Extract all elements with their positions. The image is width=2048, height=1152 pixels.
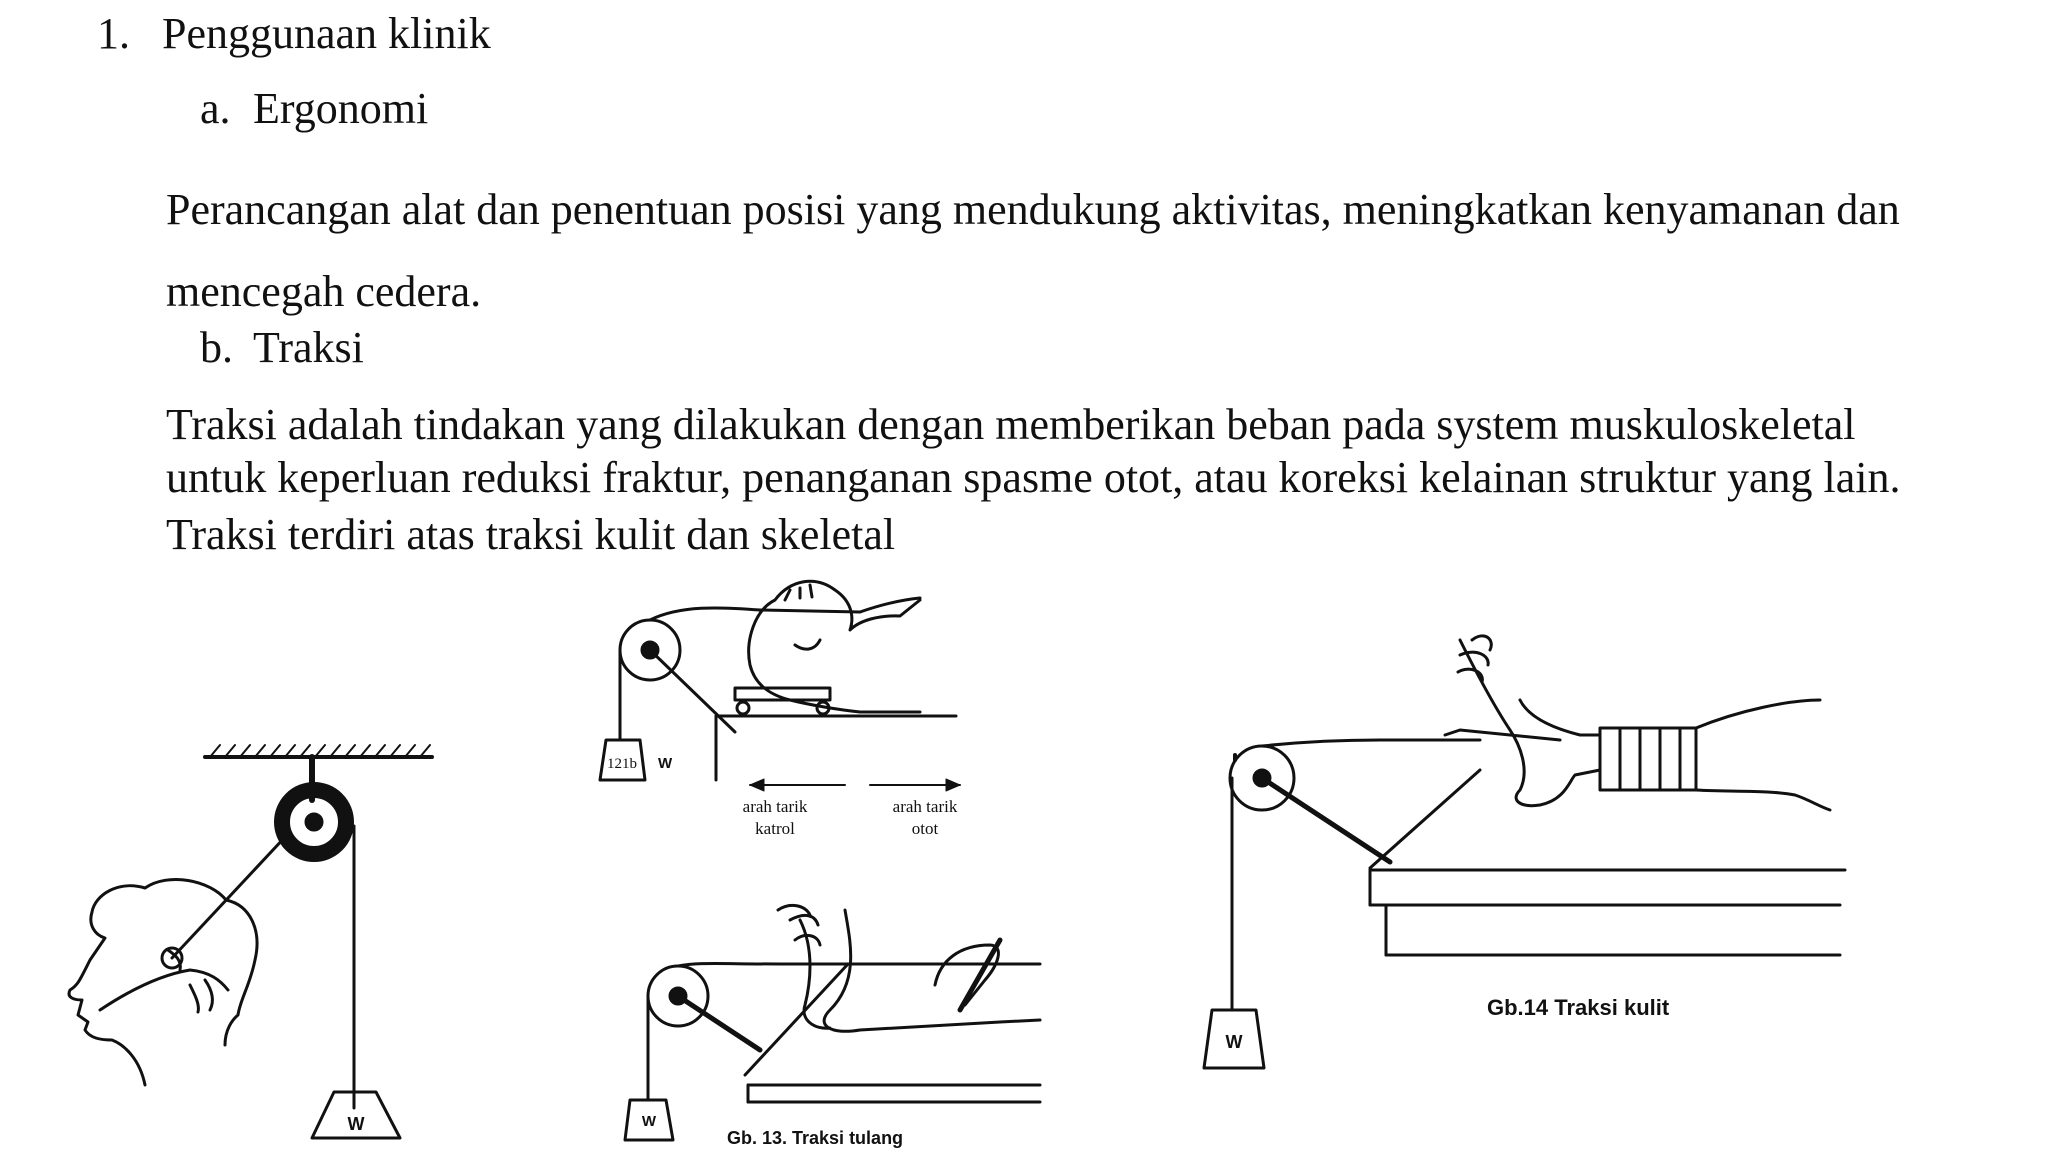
item-a-letter: a. <box>200 84 231 133</box>
arrow-left-label-1: arah tarik <box>742 797 808 816</box>
leg-skeletal-figure <box>625 905 1040 1140</box>
caption-14: Gb.14 Traksi kulit <box>1487 995 1670 1020</box>
item-a-title: Ergonomi <box>253 84 429 133</box>
head-traction-figure <box>69 745 432 1138</box>
arrow-right-label-2: otot <box>911 819 939 838</box>
head-pulley-figure <box>600 581 960 791</box>
caption-13: Gb. 13. Traksi tulang <box>727 1128 904 1148</box>
section-number: 1. <box>97 9 130 58</box>
head-weight-label: W <box>347 1114 365 1134</box>
figure-labels <box>348 755 1670 1148</box>
skin-weight-label: W <box>1225 1032 1243 1052</box>
item-b-line-2: untuk keperluan reduksi fraktur, penanganan spasme otot, atau koreksi kelainan struktur yang lain. <box>166 453 1901 502</box>
item-a-line-1: Perancangan alat dan penentuan posisi yang mendukung aktivitas, meningkatkan kenyamanan dan <box>166 185 1900 234</box>
weight-12lb-label: 121b <box>607 756 637 772</box>
item-b-title: Traksi <box>253 323 364 372</box>
item-a-line-2: mencegah cedera. <box>166 267 482 316</box>
arrow-left-label-2: katrol <box>755 819 795 838</box>
weight-w-label: W <box>658 755 673 772</box>
leg-weight-label: W <box>641 1113 657 1130</box>
item-b-line-1: Traksi adalah tindakan yang dilakukan dengan memberikan beban pada system muskuloskeletal <box>166 400 1856 449</box>
arrow-right-label-1: arah tarik <box>892 797 958 816</box>
item-b-line-3: Traksi terdiri atas traksi kulit dan skeletal <box>166 510 896 559</box>
section-title: Penggunaan klinik <box>162 9 491 58</box>
item-b-letter: b. <box>200 323 233 372</box>
